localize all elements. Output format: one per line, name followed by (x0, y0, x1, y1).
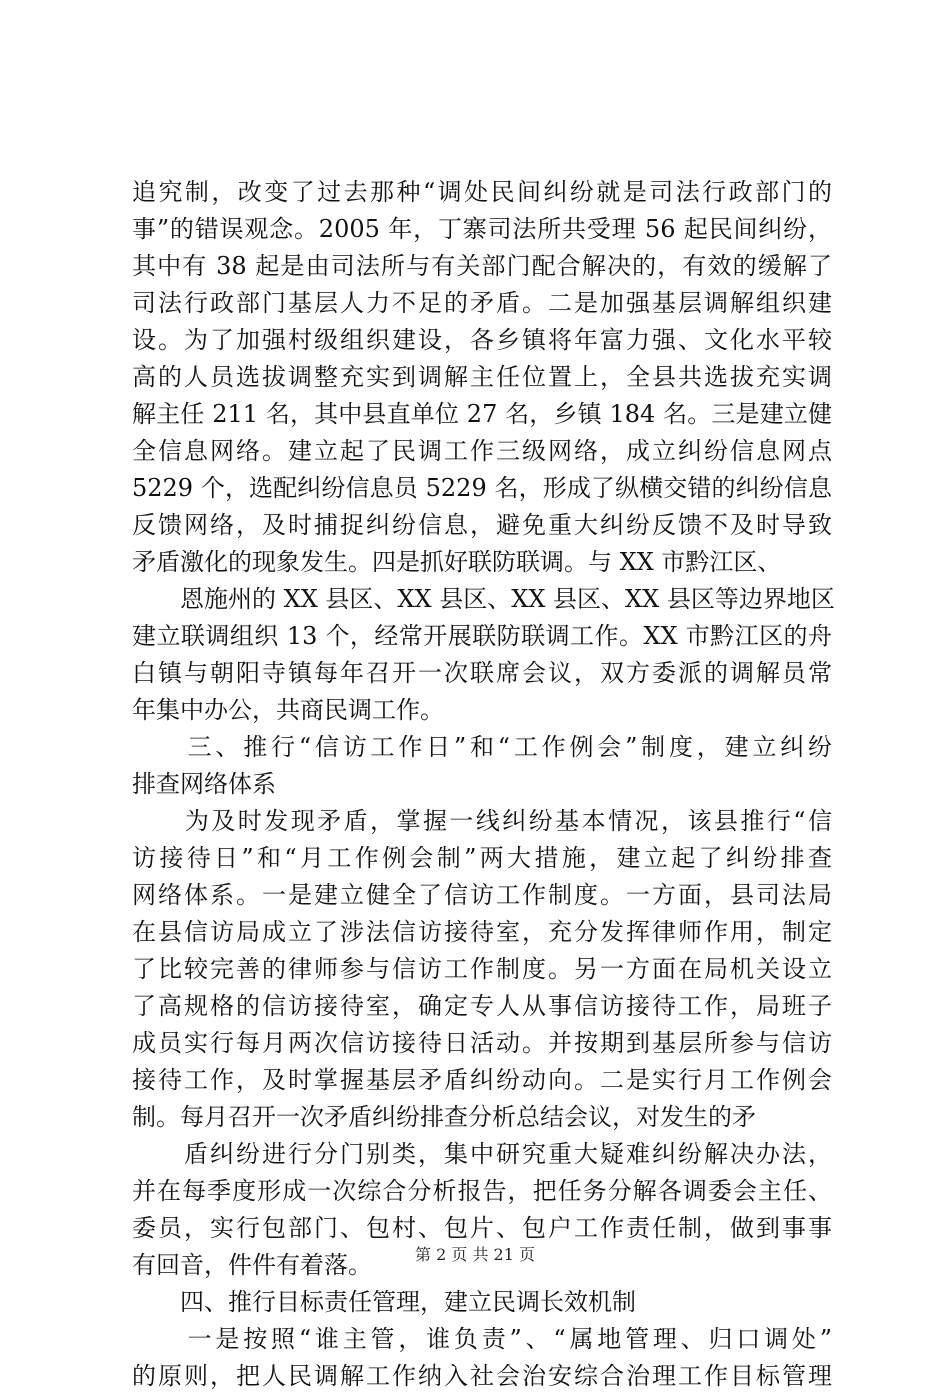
text-line: 年集中办公，共商民调工作。 (132, 696, 444, 724)
text-line: 有回音，件件有着落。 (132, 1251, 372, 1279)
text-line: 为及时发现矛盾，掌握一线纠纷基本情况，该县推行“信 (132, 807, 832, 835)
text-line: 的原则，把人民调解工作纳入社会治安综合治理工作目标管理 (132, 1362, 832, 1390)
section-heading: 四、推行目标责任管理，建立民调长效机制 (132, 1288, 636, 1316)
page-footer: 第 2 页 共 21 页 (415, 1245, 535, 1264)
text-line: 追究制，改变了过去那种“调处民间纠纷就是司法行政部门的 (132, 178, 832, 206)
text-line: 访接待日”和“月工作例会制”两大措施，建立起了纠纷排查 (132, 844, 832, 872)
text-line: 了比较完善的律师参与信访工作制度。另一方面在局机关设立 (132, 955, 832, 983)
text-line: 恩施州的 XX 县区、XX 县区、XX 县区、XX 县区等边界地区 (132, 585, 835, 613)
document-body (132, 174, 835, 1395)
section-heading: 排查网络体系 (132, 770, 276, 798)
section-heading: 三、推行“信访工作日”和“工作例会”制度，建立纠纷 (132, 733, 832, 761)
text-line: 建立联调组织 13 个，经常开展联防联调工作。XX 市黔江区的舟 (132, 622, 832, 650)
text-line: 5229 个，选配纠纷信息员 5229 名，形成了纵横交错的纠纷信息 (132, 474, 832, 502)
text-line: 白镇与朝阳寺镇每年召开一次联席会议，双方委派的调解员常 (132, 659, 832, 687)
text-line: 全信息网络。建立起了民调工作三级网络，成立纠纷信息网点 (132, 437, 832, 465)
text-line: 高的人员选拔调整充实到调解主任位置上，全县共选拔充实调 (132, 363, 832, 391)
text-line: 解主任 211 名，其中县直单位 27 名，乡镇 184 名。三是建立健 (132, 400, 832, 428)
text-line: 在县信访局成立了涉法信访接待室，充分发挥律师作用，制定 (132, 918, 832, 946)
text-line: 其中有 38 起是由司法所与有关部门配合解决的，有效的缓解了 (132, 252, 832, 280)
text-line: 一是按照“谁主管，谁负责”、“属地管理、归口调处” (132, 1325, 832, 1353)
text-line: 网络体系。一是建立健全了信访工作制度。一方面，县司法局 (132, 881, 832, 909)
text-line: 司法行政部门基层人力不足的矛盾。二是加强基层调解组织建 (132, 289, 832, 317)
text-line: 事”的错误观念。2005 年，丁寨司法所共受理 56 起民间纠纷， (132, 215, 832, 243)
text-line: 盾纠纷进行分门别类，集中研究重大疑难纠纷解决办法， (132, 1140, 832, 1168)
text-line: 委员，实行包部门、包村、包片、包户工作责任制，做到事事 (132, 1214, 832, 1242)
text-line: 矛盾激化的现象发生。四是抓好联防联调。与 XX 市黔江区、 (132, 548, 782, 576)
text-line: 制。每月召开一次矛盾纠纷排查分析总结会议，对发生的矛 (132, 1103, 756, 1131)
text-line: 成员实行每月两次信访接待日活动。并按期到基层所参与信访 (132, 1029, 832, 1057)
text-line: 并在每季度形成一次综合分析报告，把任务分解各调委会主任、 (132, 1177, 832, 1205)
text-line: 设。为了加强村级组织建设，各乡镇将年富力强、文化水平较 (132, 326, 832, 354)
text-line: 接待工作，及时掌握基层矛盾纠纷动向。二是实行月工作例会 (132, 1066, 832, 1094)
text-line: 了高规格的信访接待室，确定专人从事信访接待工作，局班子 (132, 992, 832, 1020)
text-line: 反馈网络，及时捕捉纠纷信息，避免重大纠纷反馈不及时导致 (132, 511, 832, 539)
